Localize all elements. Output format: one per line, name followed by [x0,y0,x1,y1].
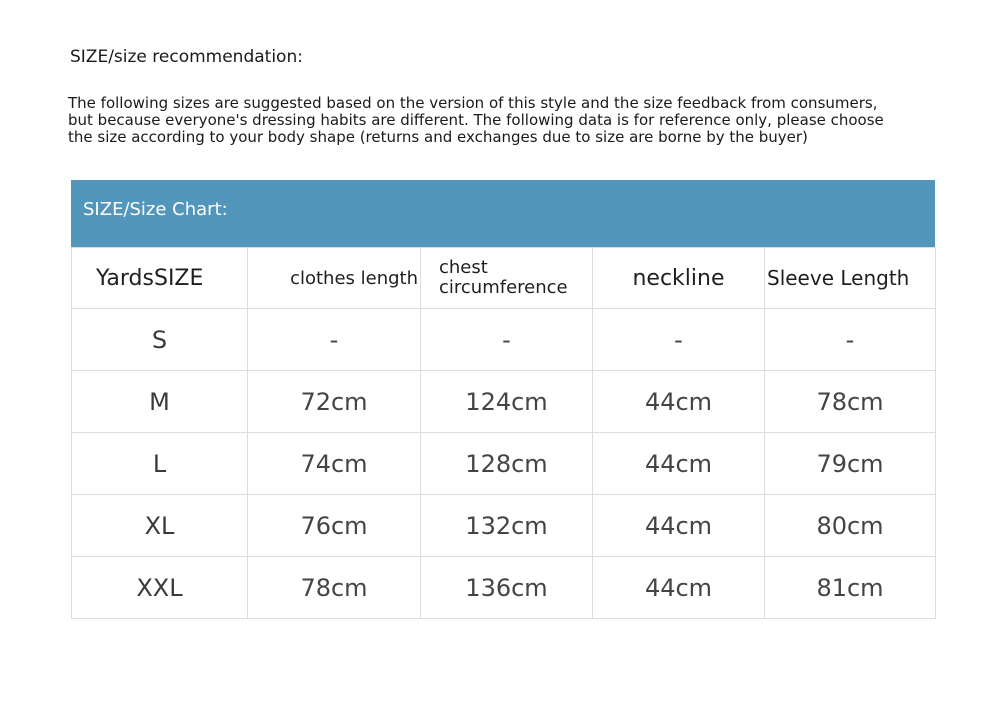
clothes-length-value: 78cm [300,573,368,602]
size-label: XXL [136,573,183,602]
column-header-label: Sleeve Length [767,266,910,290]
size-cell [72,371,248,433]
neckline-cell [593,557,765,619]
chest-value: 136cm [465,573,548,602]
chest-value: - [502,325,511,354]
neckline-value: 44cm [644,387,713,416]
size-table [71,247,936,619]
size-cell [72,433,248,495]
table-row [72,371,936,433]
neckline-value: - [674,325,683,354]
column-header-neckline [593,248,765,309]
table-row [72,309,936,371]
clothes-length-cell [248,433,421,495]
column-header-label-line: circumference [439,277,568,298]
clothes-length-value: - [329,325,339,354]
table-header-row [72,248,936,309]
size-chart [71,180,935,619]
column-header-yards [72,248,248,309]
column-header-label-line: chest [439,257,488,278]
column-header-label: YardsSIZE [96,265,204,291]
clothes-length-cell [248,557,421,619]
sleeve-cell [765,371,936,433]
intro-line: the size according to your body shape (returns and exchanges due to size are borne by the buyer) [68,128,808,146]
size-cell [72,309,248,371]
column-header-sleeve-length [765,248,936,309]
column-header-label [421,258,592,298]
size-cell [72,557,248,619]
neckline-value: 44cm [644,449,713,478]
chest-cell [421,433,593,495]
size-label: L [152,449,167,478]
clothes-length-value: 76cm [300,511,368,540]
sleeve-value: 80cm [816,511,884,540]
table-row [72,433,936,495]
chest-cell [421,495,593,557]
clothes-length-cell [248,495,421,557]
size-chart-title: SIZE/Size Chart: [83,199,228,220]
table-row [72,557,936,619]
size-label: S [151,325,168,354]
sleeve-value: 81cm [816,573,884,602]
chest-cell [421,557,593,619]
neckline-cell [593,433,765,495]
table-row [72,495,936,557]
intro-line: The following sizes are suggested based on the version of this style and the size feedback from consumers, [68,94,878,112]
neckline-value: 44cm [644,511,713,540]
chest-value: 132cm [465,511,548,540]
neckline-cell [593,309,765,371]
size-label: XL [144,511,175,540]
chest-value: 128cm [465,449,548,478]
sleeve-value: - [845,325,855,354]
column-header-chest-circumference [421,248,593,309]
size-recommendation-heading: SIZE/size recommendation: [70,47,303,67]
column-header-clothes-length [248,248,421,309]
sleeve-value: 79cm [816,449,884,478]
clothes-length-value: 72cm [300,387,368,416]
sleeve-cell [765,495,936,557]
sleeve-cell [765,557,936,619]
column-header-label: clothes length [290,267,418,289]
chest-cell [421,371,593,433]
sleeve-cell [765,433,936,495]
sleeve-cell [765,309,936,371]
size-recommendation-text [68,95,948,146]
clothes-length-value: 74cm [300,449,368,478]
sleeve-value: 78cm [816,387,884,416]
size-label: M [149,387,170,416]
size-chart-title-bar [71,180,935,247]
neckline-cell [593,495,765,557]
neckline-value: 44cm [644,573,713,602]
clothes-length-cell [248,309,421,371]
size-cell [72,495,248,557]
chest-cell [421,309,593,371]
intro-line: but because everyone's dressing habits are different. The following data is for reference only, please choose [68,111,884,129]
chest-value: 124cm [465,387,548,416]
column-header-label: neckline [632,265,725,291]
neckline-cell [593,371,765,433]
clothes-length-cell [248,371,421,433]
